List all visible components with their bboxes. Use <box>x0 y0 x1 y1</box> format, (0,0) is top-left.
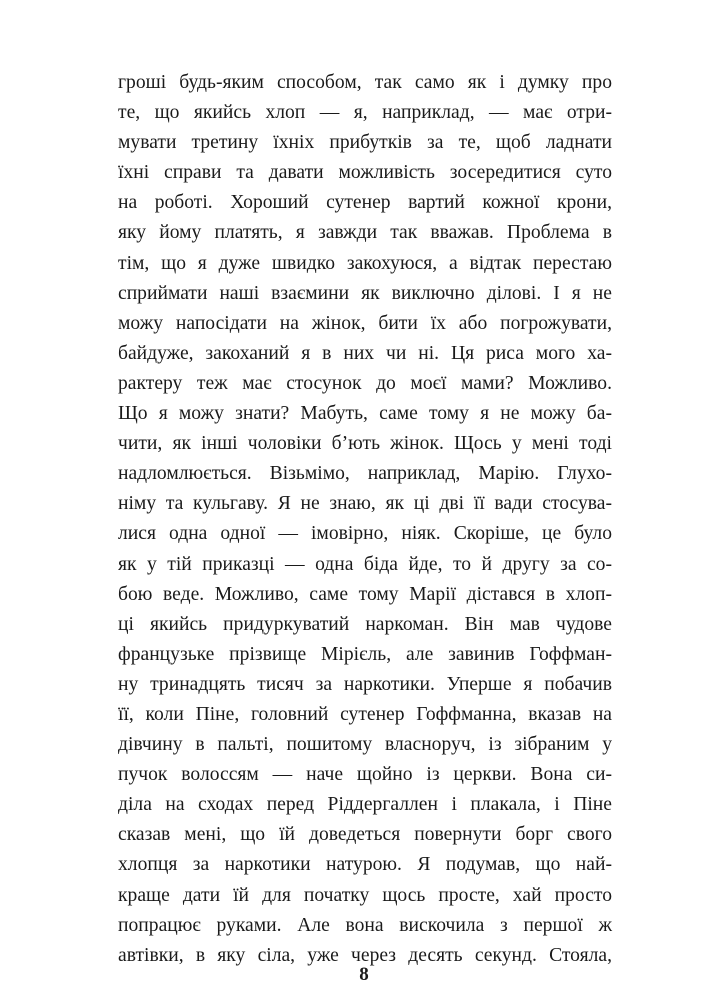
text-line: її, коли Піне, головний сутенер Гоффманна, вказав на <box>118 703 612 725</box>
text-line: дівчину в пальті, пошитому власноруч, із зібраним у <box>118 734 612 756</box>
text-line: краще дати їй для початку щось просте, хай просто <box>118 884 612 906</box>
text-line: сприймати наші взаємини як виключно ділові. І я не <box>118 282 612 304</box>
text-line: пучок волоссям — наче щойно із церкви. Вона си- <box>118 764 612 786</box>
body-text <box>118 68 612 971</box>
text-line: сказав мені, що їй доведеться повернути борг свого <box>118 824 612 846</box>
text-line: те, що якийсь хлоп — я, наприклад, — має отри- <box>118 102 612 124</box>
text-line: байдуже, закоханий я в них чи ні. Ця риса мого ха- <box>118 342 612 364</box>
text-line: на роботі. Хороший сутенер вартий кожної крони, <box>118 192 612 214</box>
text-line: автівки, в яку сіла, уже через десять секунд. Стояла, <box>118 944 612 966</box>
text-line: мувати третину їхніх прибутків за те, щоб ладнати <box>118 132 612 154</box>
text-line: тім, що я дуже швидко закохуюся, а відтак перестаю <box>118 252 612 274</box>
text-line: лися одна одної — імовірно, ніяк. Скоріше, це було <box>118 523 612 545</box>
text-line: попрацює руками. Але вона вискочила з першої ж <box>118 914 612 936</box>
text-line: як у тій приказці — одна біда йде, то й другу за со- <box>118 553 612 575</box>
text-line: надломлюється. Візьмімо, наприклад, Марію. Глухо- <box>118 463 612 485</box>
text-line: яку йому платять, я завжди так вважав. Проблема в <box>118 222 612 244</box>
text-line: можу напосідати на жінок, бити їх або погрожувати, <box>118 312 612 334</box>
text-line: діла на сходах перед Ріддергаллен і плакала, і Піне <box>118 794 612 816</box>
text-line: бою веде. Можливо, саме тому Марії дістався в хлоп- <box>118 583 612 605</box>
text-line: рактеру теж має стосунок до моєї мами? Можливо. <box>118 372 612 394</box>
page-number: 8 <box>359 964 369 985</box>
text-line: хлопця за наркотики натурою. Я подумав, що най- <box>118 854 612 876</box>
text-line: німу та кульгаву. Я не знаю, як ці дві її вади стосува- <box>118 493 612 515</box>
text-line: ну тринадцять тисяч за наркотики. Уперше я побачив <box>118 673 612 695</box>
text-line: гроші будь-яким способом, так само як і думку про <box>118 72 612 93</box>
text-line: ці якийсь придуркуватий наркоман. Він мав чудове <box>118 613 612 635</box>
text-line: Що я можу знати? Мабуть, саме тому я не можу ба- <box>118 403 612 425</box>
text-line: чити, як інші чоловіки б’ють жінок. Щось у мені тоді <box>118 433 612 455</box>
text-line: французьке прізвище Мірієль, але завинив Гоффман- <box>118 643 612 665</box>
text-line: їхні справи та давати можливість зосередитися суто <box>118 162 612 184</box>
